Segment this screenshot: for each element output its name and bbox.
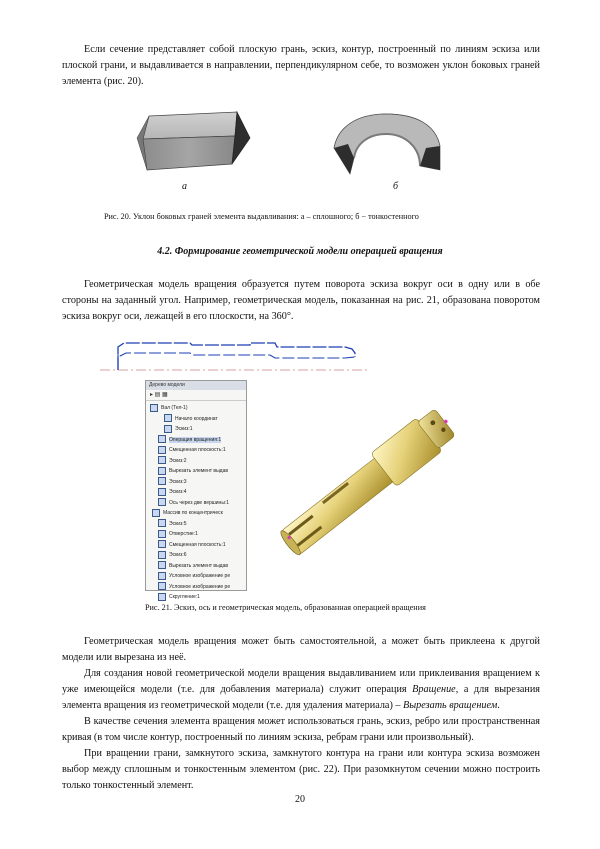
- sketch-icon: [158, 488, 166, 496]
- text-span: , а для вырезания элемента вращения из геометрической модели (т.е. для удаления материала) –: [62, 684, 540, 711]
- sketch-icon: [164, 425, 172, 433]
- sketch-icon: [158, 551, 166, 559]
- model-tree-list[interactable]: [146, 401, 246, 603]
- model-tree-title: Дерево модели: [146, 381, 246, 390]
- paragraph-rotation-model: Геометрическая модель вращения образуется путем поворота эскиза вокруг оси в одну или в обе стороны на заданный угол. Например, геометрическая модель, показанная на рис. 21, образована поворотом эскиза вокруг оси, лежащей в его плоскости, на 360°.: [62, 279, 540, 322]
- tree-item[interactable]: Смещенная плоскость:1: [146, 445, 246, 456]
- sketch-icon: [158, 519, 166, 527]
- tree-item[interactable]: Ось через две вершины:1: [146, 498, 246, 509]
- tree-item[interactable]: Массив по концентрическ: [146, 508, 246, 519]
- text-span: .: [497, 700, 500, 711]
- tree-root[interactable]: Вал (Тел-1): [146, 403, 246, 414]
- tree-item[interactable]: Начало координат: [146, 414, 246, 425]
- figure-20-a-solid-extrusion: [135, 108, 255, 183]
- figure-20-caption: Рис. 20. Уклон боковых граней элемента выдавливания: а – сплошного; б − тонкостенного: [104, 212, 419, 221]
- figure-20-label-a: а: [182, 181, 187, 192]
- tree-item[interactable]: Скругление:1: [146, 592, 246, 603]
- tree-item[interactable]: Условное изображение ре: [146, 582, 246, 593]
- sketch-icon: [158, 456, 166, 464]
- tree-item[interactable]: Эскиз:2: [146, 456, 246, 467]
- figure-20-label-b: б: [393, 181, 399, 192]
- operation-name-rotation: Вращение: [412, 684, 456, 695]
- plane-icon: [158, 446, 166, 454]
- tree-item[interactable]: Эскиз:4: [146, 487, 246, 498]
- figure-21-sketch: [100, 335, 370, 375]
- paragraph-intro: Если сечение представляет собой плоскую грань, эскиз, контур, построенный по линиям эскиза или плоской грани, и выдавливается в направлении, перпендикулярном себе, то возможен уклон боковых граней элемента (рис. 20).: [62, 44, 540, 87]
- figure-21-shaft-model: [260, 382, 480, 582]
- part-icon: [150, 404, 158, 412]
- array-icon: [152, 509, 160, 517]
- rotation-icon: [158, 435, 166, 443]
- paragraph-section-types: В качестве сечения элемента вращения может использоваться грань, эскиз, ребро или пространственная кривая (в том числе контур, построенный по линиям эскиза, ребрам грани или произвольный).: [62, 716, 540, 743]
- tree-item[interactable]: Условное изображение ре: [146, 571, 246, 582]
- plane-icon: [158, 540, 166, 548]
- tree-item[interactable]: Эскиз:3: [146, 477, 246, 488]
- tree-item[interactable]: Эскиз:5: [146, 519, 246, 530]
- tree-item[interactable]: Отверстие:1: [146, 529, 246, 540]
- page-number: 20: [295, 794, 305, 805]
- section-heading: 4.2. Формирование геометрической модели операцией вращения: [157, 246, 443, 257]
- thread-icon: [158, 582, 166, 590]
- sketch-icon: [158, 477, 166, 485]
- cut-icon: [158, 561, 166, 569]
- tree-item[interactable]: Операция вращения:1: [146, 435, 246, 446]
- thread-icon: [158, 572, 166, 580]
- figure-21-caption: Рис. 21. Эскиз, ось и геометрическая модель, образованная операцией вращения: [145, 603, 426, 612]
- cut-icon: [158, 467, 166, 475]
- paragraph-standalone: Геометрическая модель вращения может быть самостоятельной, а может быть приклеена к другой модели или вырезана из неё.: [62, 636, 540, 663]
- figure-20-b-thin-wall-extrusion: [328, 108, 448, 180]
- model-tree-panel[interactable]: [145, 380, 247, 600]
- tree-item[interactable]: Эскиз:6: [146, 550, 246, 561]
- axis-icon: [158, 498, 166, 506]
- tree-item[interactable]: Вырезать элемент выдав: [146, 561, 246, 572]
- tree-item[interactable]: Эскиз:1: [146, 424, 246, 435]
- operation-name-cut-rotation: Вырезать вращением: [403, 700, 498, 711]
- tree-item[interactable]: Смещенная плоскость:1: [146, 540, 246, 551]
- tree-item[interactable]: Вырезать элемент выдав: [146, 466, 246, 477]
- fillet-icon: [158, 593, 166, 601]
- model-tree-toolbar[interactable]: ▸ ▤ ▦: [146, 390, 246, 401]
- paragraph-rotation-operation: [62, 666, 540, 714]
- paragraph-solid-vs-thin: При вращении грани, замкнутого эскиза, замкнутого контура на грани или контура эскиза возможен выбор между сплошным и тонкостенным элементом (рис. 22). При разомкнутом сечении можно построить только тонкостенный элемент.: [62, 748, 540, 791]
- text-span: Для создания новой геометрической модели вращения выдавливанием или приклеивания вращением к уже имеющейся модели (т.е. для добавления материала) служит операция: [62, 668, 540, 695]
- axis-icon: [164, 414, 172, 422]
- hole-icon: [158, 530, 166, 538]
